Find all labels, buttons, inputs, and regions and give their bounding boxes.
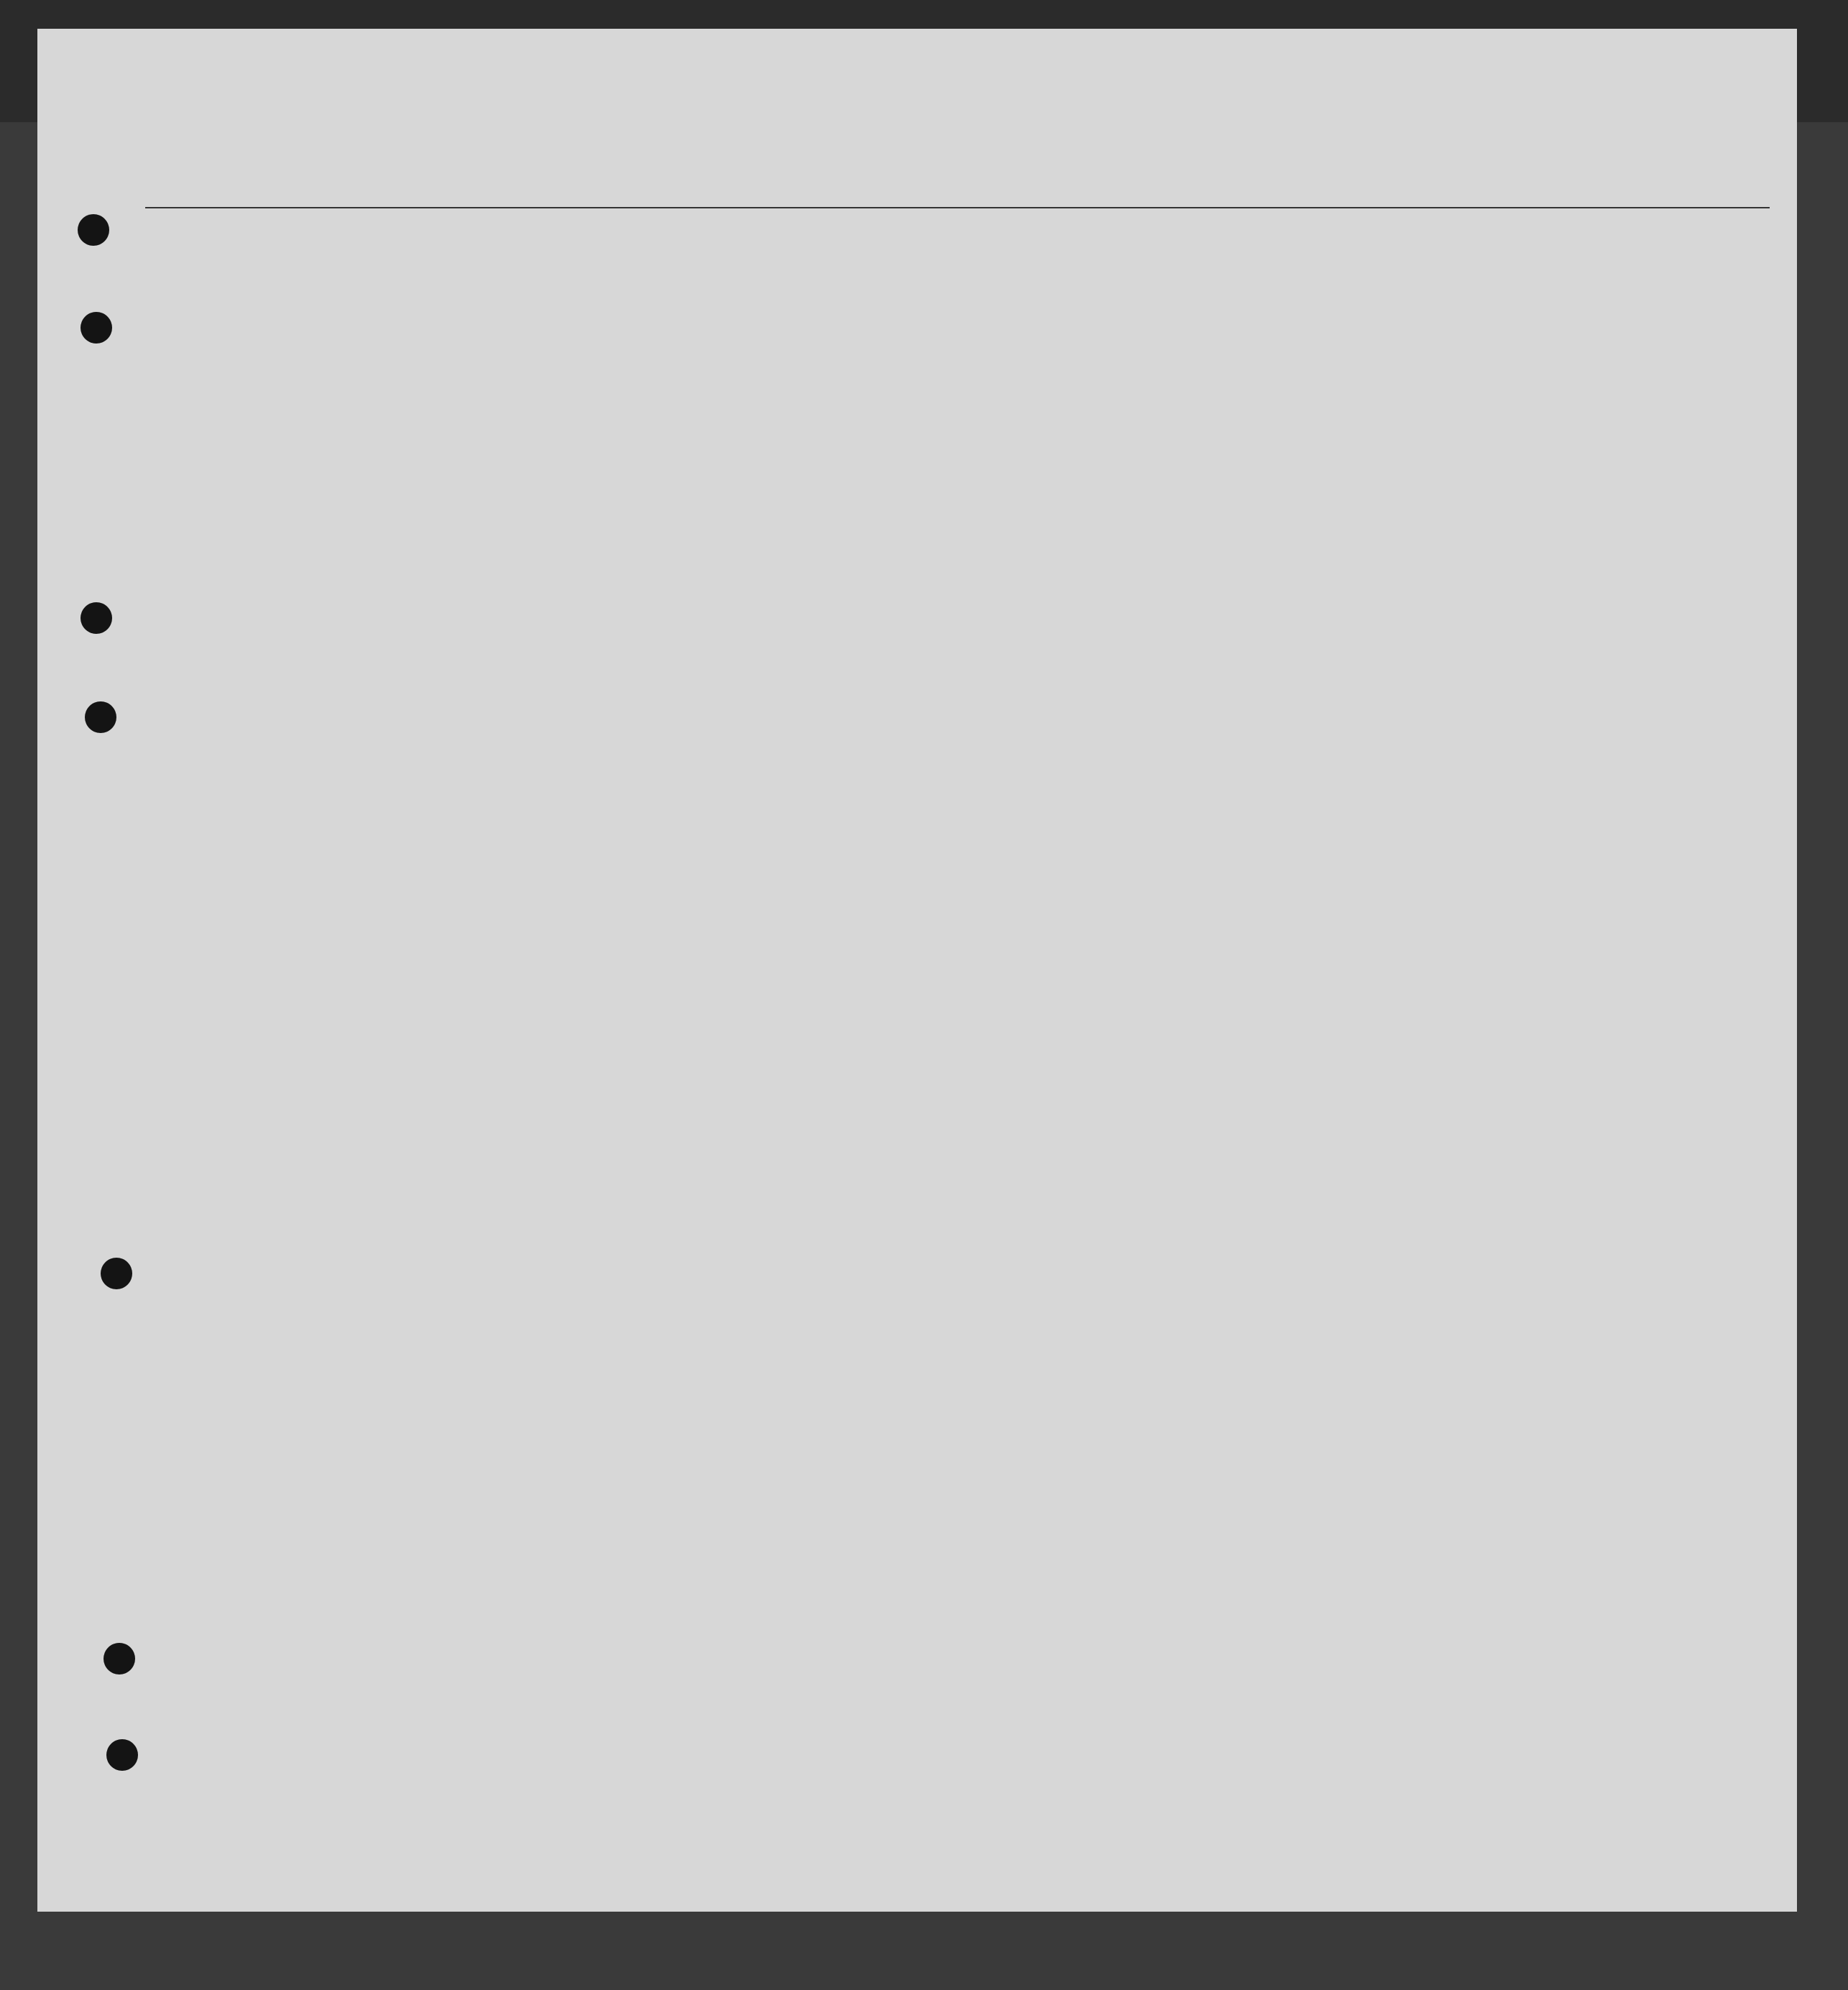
manifest-sheet	[37, 29, 1797, 1912]
punch-hole	[104, 1643, 135, 1675]
table-grid	[37, 29, 1797, 1912]
punch-hole	[78, 214, 109, 246]
punch-hole	[81, 602, 112, 634]
punch-hole	[85, 701, 116, 733]
punch-hole	[101, 1258, 132, 1289]
punch-hole	[81, 312, 112, 344]
punch-hole	[106, 1739, 138, 1771]
